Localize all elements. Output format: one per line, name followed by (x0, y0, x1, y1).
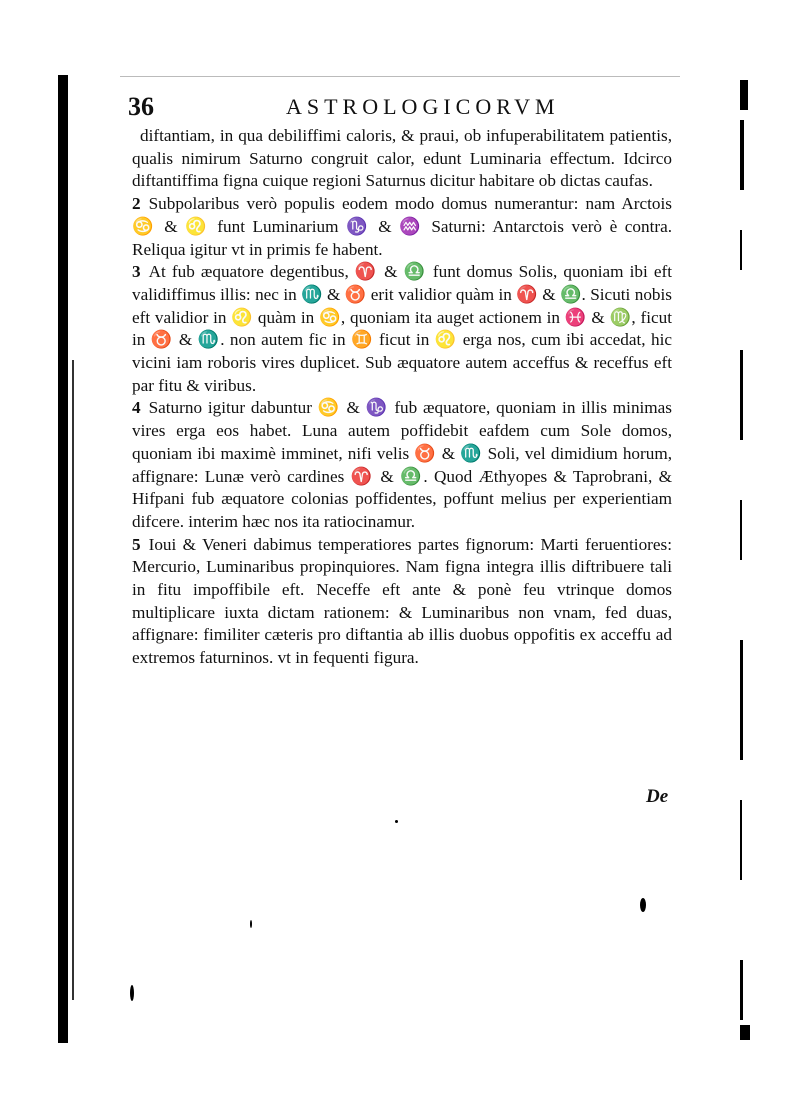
catchword: De (646, 786, 669, 807)
paragraph-number: 4 (132, 398, 141, 418)
paragraph-3 (132, 261, 672, 397)
body-text (132, 125, 672, 670)
page-header (128, 92, 668, 126)
ink-speck (640, 898, 646, 912)
paragraph-text: diftantiam, in qua debiliffimi caloris, & praui, ob infuperabilitatem patientis, qualis nimirum Saturno congruit calor, edunt Luminaria effectum. Idcirco diftantiffima figna cuique regioni Saturnus dicitur habitare ob dictas caufas. (132, 126, 672, 191)
paragraph-1 (132, 125, 672, 193)
paragraph-text: At fub æquatore degentibus, ♈ & ♎ funt domus Solis, quoniam ibi eft validiffimus illis: nec in ♏ & ♉ erit validior quàm in ♈ & ♎. Sicuti nobis eft validior in ♌ quàm in ♋, quoniam ita auget actionem in ♓ & ♍, ficut in ♉ & ♏. non autem fic in ♊ ficut in ♌ erga nos, cum ibi accedat, hic vicini iam roboris vires duplicet. Sub æquatore autem acceffus & receffus eft par fitu & viribus. (132, 262, 672, 395)
ink-speck (395, 820, 398, 823)
paragraph-2 (132, 193, 672, 261)
paragraph-5 (132, 534, 672, 670)
paragraph-text: Subpolaribus verò populis eodem modo domus numerantur: nam Arctois ♋ & ♌ funt Luminarium ♑ & ♒ Saturni: Antarctois verò è contra. Reliqua igitur vt in primis fe habent. (132, 194, 672, 259)
scan-top-line (120, 76, 680, 77)
ink-speck (250, 920, 252, 928)
paragraph-number: 2 (132, 194, 141, 214)
scan-binding-shadow (58, 75, 68, 1043)
paragraph-number: 5 (132, 534, 141, 554)
page-number: 36 (128, 92, 154, 121)
paragraph-text: Saturno igitur dabuntur ♋ & ♑ fub æquatore, quoniam in illis minimas vires erga eos habet. Luna autem poffidebit eafdem cum Sole domos, quoniam ibi maximè imminet, nifi velis ♉ & ♏ Soli, vel dimidium horum, affignare: Lunæ verò cardines ♈ & ♎. Quod Æthyopes & Taprobrani, & Hifpani fub æquatore colonias poffidentes, poffunt melius per experientiam difcere. interim hæc nos ita ratiocinamur. (132, 398, 672, 531)
ink-speck (130, 985, 134, 1001)
scan-page-edge (734, 80, 748, 1040)
paragraph-4 (132, 397, 672, 533)
paragraph-number: 3 (132, 262, 141, 282)
running-title: ASTROLOGICORVM (286, 94, 560, 119)
scan-binding-line (72, 360, 74, 1000)
paragraph-text: Ioui & Veneri dabimus temperatiores partes fignorum: Marti feruentiores: Mercurio, Luminaribus propinquiores. Nam figna integra illis diftribuere tali in fitu impoffibile eft. Neceffe eft ante & ponè feu vtrinque domos multiplicare iuxta dictam rationem: & Luminaribus non vnam, fed duas, affignare: fimiliter cæteris pro diftantia ab illis duobus oppofitis ex acceffu ad extremos faturninos. vt in fequenti figura. (132, 534, 672, 668)
